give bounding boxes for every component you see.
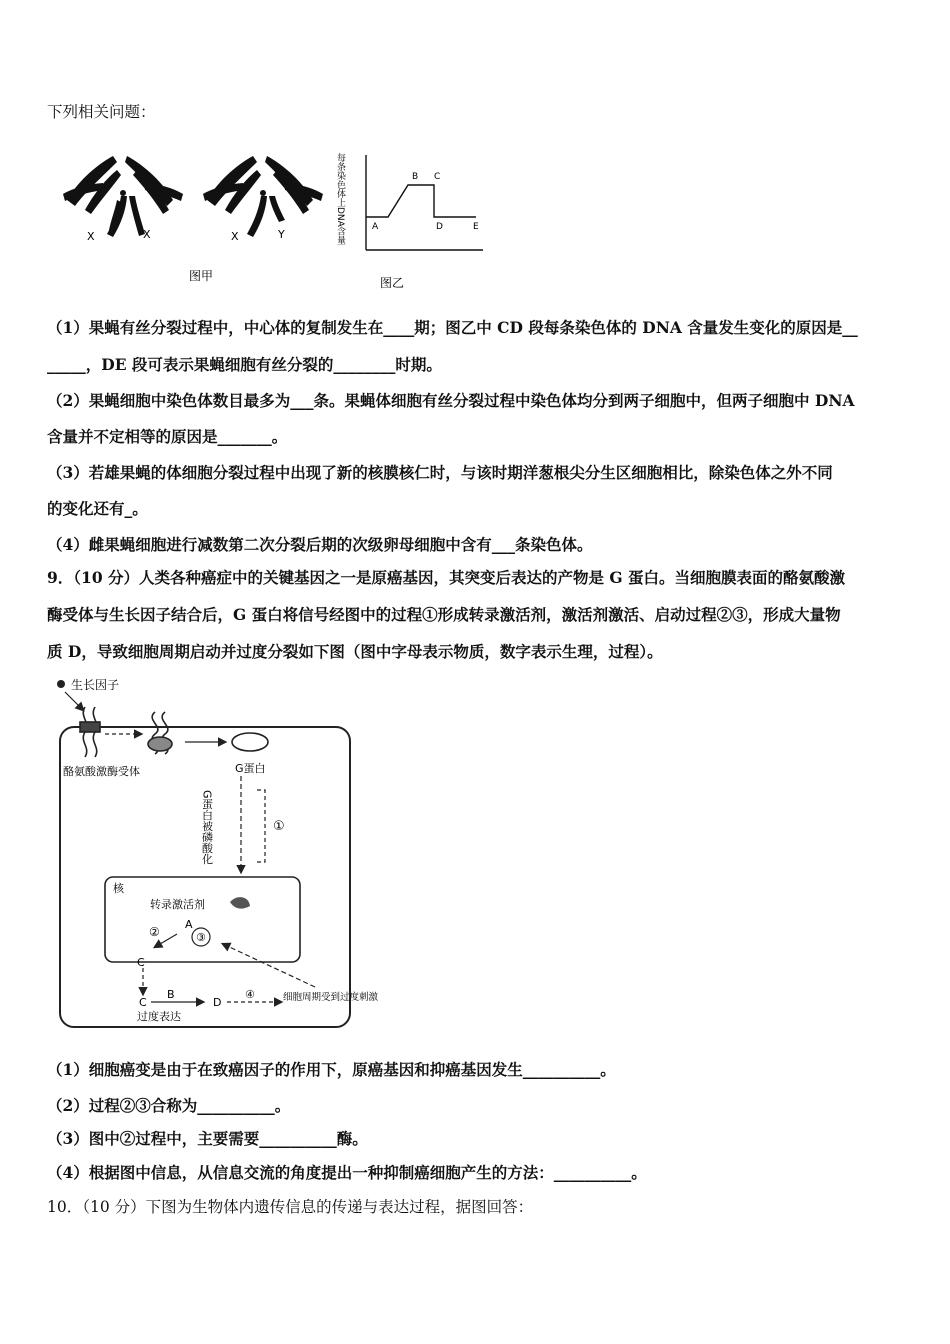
q9-q4: （4）根据图中信息，从信息交流的角度提出一种抑制癌细胞产生的方法：__________。 (47, 1163, 647, 1182)
label-a: A (185, 918, 193, 931)
q8-p1a: （1）果蝇有丝分裂过程中，中心体的复制发生在____期；图乙中 CD 段每条染色体的 DNA 含量发生变化的原因是__ (47, 318, 858, 337)
male-karyotype (203, 156, 323, 237)
q8-p2b: 含量并不定相等的原因是_______。 (47, 427, 288, 446)
label-d: D (213, 996, 222, 1009)
q8-p4: （4）雌果蝇细胞进行减数第二次分裂后期的次级卵母细胞中含有___条染色体。 (47, 535, 593, 554)
growth-factor-icon (57, 680, 65, 688)
female-karyotype (63, 156, 183, 237)
point-a: A (372, 222, 379, 232)
figure-yi (335, 145, 488, 295)
q9-line3: 质 D，导致细胞周期启动并过度分裂如下图（图中字母表示物质，数字表示生理，过程）。 (47, 642, 663, 661)
cell-cycle-label: 细胞周期受到过度刺激 (283, 992, 379, 1003)
point-c: C (434, 172, 441, 182)
activator-label: 转录激活剂 (150, 898, 205, 911)
overexpression-label: 过度表达 (137, 1010, 181, 1023)
dna-curve (366, 185, 476, 217)
step-4: ④ (245, 988, 255, 1001)
q8-p1b: _____，DE 段可表示果蝇细胞有丝分裂的________时期。 (47, 355, 442, 374)
nucleus-label: 核 (113, 882, 124, 895)
label-c2: C (139, 996, 147, 1009)
q9-diagram (45, 672, 385, 1037)
growth-factor-label: 生长因子 (71, 678, 120, 692)
label-x3: X (231, 230, 239, 243)
point-d: D (436, 222, 443, 232)
label-x2: X (143, 228, 151, 241)
step-2: ② (149, 925, 160, 939)
q9-q2: （2）过程②③合称为__________。 (47, 1096, 291, 1115)
q10-line1: 10．（10 分）下图为生物体内遗传信息的传递与表达过程，据图回答： (47, 1198, 534, 1216)
receptor-icon (80, 707, 100, 757)
nucleus (105, 877, 300, 962)
activator-icon (230, 897, 250, 909)
q9-q3: （3）图中②过程中，主要需要__________酶。 (47, 1129, 368, 1148)
signal-protein-icon (148, 712, 172, 754)
label-y: Y (278, 228, 285, 241)
step-3: ③ (196, 931, 206, 944)
figure-yi-caption: 图乙 (380, 276, 405, 290)
g-protein-icon (232, 733, 268, 751)
q9-line1: 9．（10 分）人类各种癌症中的关键基因之一是原癌基因，其突变后表达的产物是 G 蛋白。当细胞膜表面的酪氨酸激 (47, 568, 846, 587)
figure-jia-caption: 图甲 (189, 269, 214, 283)
intro-text: 下列相关问题： (47, 103, 156, 121)
figure-jia (55, 148, 335, 288)
point-e: E (473, 222, 479, 232)
figure-yi-ylabel: 每条染色体上DNA含量 (335, 153, 345, 245)
q9-q1: （1）细胞癌变是由于在致癌因子的作用下，原癌基因和抑癌基因发生__________。 (47, 1060, 616, 1079)
point-b: B (412, 172, 419, 182)
q8-p3a: （3）若雄果蝇的体细胞分裂过程中出现了新的核膜核仁时，与该时期洋葱根尖分生区细胞相比，除染色体之外不同 (47, 463, 833, 482)
g-phosphorylation-label: G蛋白被磷酸化 (200, 790, 214, 865)
step-1: ① (273, 819, 285, 834)
label-c1: C (137, 956, 145, 969)
g-protein-label: G蛋白 (235, 762, 266, 775)
q8-p3b: 的变化还有_。 (47, 499, 148, 518)
q8-p2a: （2）果蝇细胞中染色体数目最多为___条。果蝇体细胞有丝分裂过程中染色体均分到两子细胞中，但两子细胞中 DNA (47, 391, 855, 410)
label-b: B (167, 988, 175, 1001)
q9-line2: 酶受体与生长因子结合后，G 蛋白将信号经图中的过程①形成转录激活剂，激活剂激活、启动过程②③，形成大量物 (47, 605, 841, 624)
label-x1: X (87, 230, 95, 243)
receptor-label: 酪氨酸激酶受体 (63, 765, 140, 778)
